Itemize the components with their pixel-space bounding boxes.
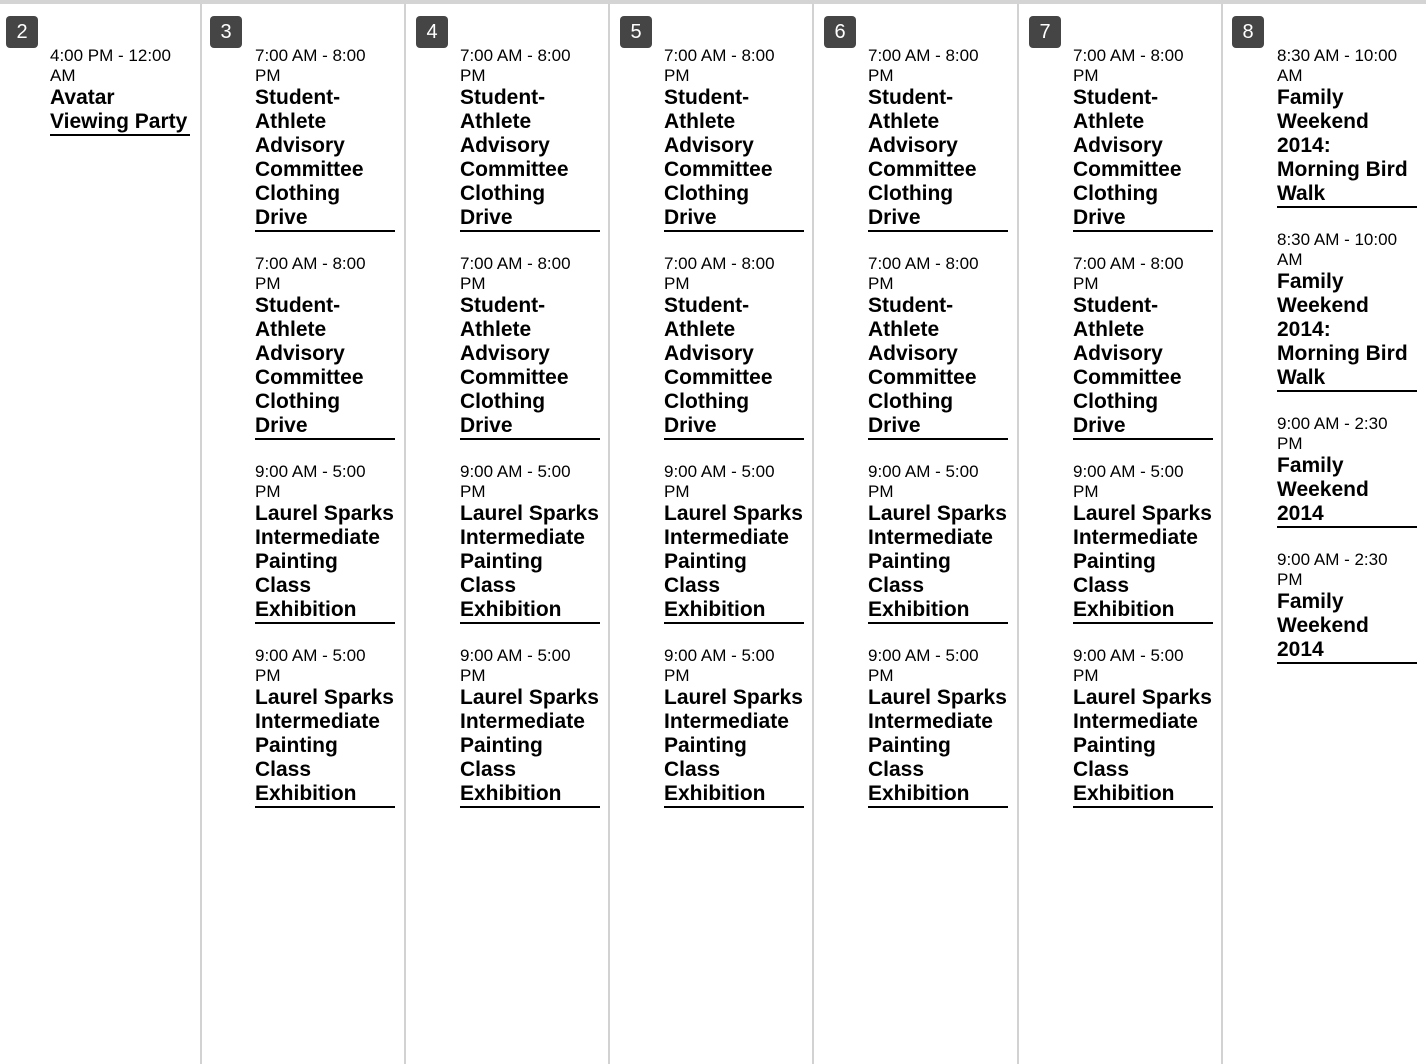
event-time: 8:30 AM - 10:00 AM xyxy=(1277,230,1398,269)
event-time: 9:00 AM - 5:00 PM xyxy=(460,646,571,685)
event-link[interactable] xyxy=(255,462,395,624)
event-time: 8:30 AM - 10:00 AM xyxy=(1277,46,1398,85)
event-link[interactable] xyxy=(255,46,395,232)
event-title: Student-Athlete Advisory Committee Clothing Drive xyxy=(1073,294,1182,437)
event-time: 9:00 AM - 5:00 PM xyxy=(255,462,366,501)
event-title: Laurel Sparks Intermediate Painting Class Exhibition xyxy=(664,502,803,621)
day-number-badge[interactable]: 5 xyxy=(620,16,652,48)
event-list xyxy=(868,46,1008,830)
event-title: Student-Athlete Advisory Committee Clothing Drive xyxy=(255,86,364,229)
day-column xyxy=(610,4,814,1064)
event-title: Student-Athlete Advisory Committee Clothing Drive xyxy=(868,294,977,437)
day-column xyxy=(1019,4,1223,1064)
event-title: Family Weekend 2014 xyxy=(1277,454,1369,525)
day-column xyxy=(1223,4,1426,1064)
event-link[interactable] xyxy=(664,646,804,808)
event-list xyxy=(664,46,804,830)
day-number-badge[interactable]: 2 xyxy=(6,16,38,48)
event-time: 9:00 AM - 5:00 PM xyxy=(255,646,366,685)
event-list xyxy=(50,46,190,158)
event-time: 7:00 AM - 8:00 PM xyxy=(255,46,366,85)
event-title: Laurel Sparks Intermediate Painting Class Exhibition xyxy=(664,686,803,805)
event-title: Laurel Sparks Intermediate Painting Class Exhibition xyxy=(868,686,1007,805)
event-title: Laurel Sparks Intermediate Painting Class Exhibition xyxy=(460,686,599,805)
event-link[interactable] xyxy=(460,46,600,232)
event-list xyxy=(255,46,395,830)
event-time: 7:00 AM - 8:00 PM xyxy=(460,254,571,293)
day-number-badge[interactable]: 3 xyxy=(210,16,242,48)
event-title: Student-Athlete Advisory Committee Clothing Drive xyxy=(1073,86,1182,229)
event-list xyxy=(1073,46,1213,830)
day-number-badge[interactable]: 7 xyxy=(1029,16,1061,48)
event-title: Laurel Sparks Intermediate Painting Class Exhibition xyxy=(868,502,1007,621)
event-title: Student-Athlete Advisory Committee Clothing Drive xyxy=(664,294,773,437)
event-title: Laurel Sparks Intermediate Painting Class Exhibition xyxy=(1073,502,1212,621)
event-title: Laurel Sparks Intermediate Painting Class Exhibition xyxy=(460,502,599,621)
event-link[interactable] xyxy=(868,462,1008,624)
event-time: 9:00 AM - 2:30 PM xyxy=(1277,414,1388,453)
event-time: 7:00 AM - 8:00 PM xyxy=(868,46,979,85)
event-link[interactable] xyxy=(1277,46,1417,208)
event-title: Family Weekend 2014: Morning Bird Walk xyxy=(1277,270,1408,389)
event-time: 9:00 AM - 5:00 PM xyxy=(460,462,571,501)
event-list xyxy=(460,46,600,830)
event-link[interactable] xyxy=(1277,230,1417,392)
event-link[interactable] xyxy=(868,254,1008,440)
event-time: 7:00 AM - 8:00 PM xyxy=(868,254,979,293)
event-link[interactable] xyxy=(255,254,395,440)
event-link[interactable] xyxy=(460,462,600,624)
event-time: 7:00 AM - 8:00 PM xyxy=(460,46,571,85)
event-link[interactable] xyxy=(868,646,1008,808)
event-time: 9:00 AM - 5:00 PM xyxy=(868,462,979,501)
event-title: Student-Athlete Advisory Committee Clothing Drive xyxy=(664,86,773,229)
event-title: Student-Athlete Advisory Committee Clothing Drive xyxy=(460,294,569,437)
event-time: 9:00 AM - 5:00 PM xyxy=(868,646,979,685)
event-link[interactable] xyxy=(1073,46,1213,232)
event-link[interactable] xyxy=(664,46,804,232)
event-list xyxy=(1277,46,1417,686)
event-title: Avatar Viewing Party xyxy=(50,86,188,133)
event-link[interactable] xyxy=(1073,646,1213,808)
event-link[interactable] xyxy=(460,646,600,808)
event-link[interactable] xyxy=(1277,550,1417,664)
event-time: 7:00 AM - 8:00 PM xyxy=(255,254,366,293)
event-time: 9:00 AM - 2:30 PM xyxy=(1277,550,1388,589)
event-time: 7:00 AM - 8:00 PM xyxy=(664,254,775,293)
day-number-badge[interactable]: 4 xyxy=(416,16,448,48)
event-time: 7:00 AM - 8:00 PM xyxy=(664,46,775,85)
event-title: Laurel Sparks Intermediate Painting Class Exhibition xyxy=(255,502,394,621)
event-title: Family Weekend 2014: Morning Bird Walk xyxy=(1277,86,1408,205)
event-title: Laurel Sparks Intermediate Painting Class Exhibition xyxy=(255,686,394,805)
event-link[interactable] xyxy=(664,462,804,624)
day-column xyxy=(814,4,1019,1064)
event-link[interactable] xyxy=(664,254,804,440)
event-link[interactable] xyxy=(1073,254,1213,440)
event-title: Student-Athlete Advisory Committee Clothing Drive xyxy=(460,86,569,229)
event-title: Student-Athlete Advisory Committee Clothing Drive xyxy=(868,86,977,229)
event-time: 7:00 AM - 8:00 PM xyxy=(1073,46,1184,85)
event-time: 4:00 PM - 12:00 AM xyxy=(50,46,171,85)
event-time: 9:00 AM - 5:00 PM xyxy=(664,462,775,501)
event-link[interactable] xyxy=(1277,414,1417,528)
event-link[interactable] xyxy=(1073,462,1213,624)
day-number-badge[interactable]: 8 xyxy=(1232,16,1264,48)
event-link[interactable] xyxy=(868,46,1008,232)
event-time: 9:00 AM - 5:00 PM xyxy=(1073,462,1184,501)
event-title: Family Weekend 2014 xyxy=(1277,590,1369,661)
event-link[interactable] xyxy=(50,46,190,136)
day-column xyxy=(0,4,202,1064)
day-column xyxy=(406,4,610,1064)
day-column xyxy=(202,4,406,1064)
event-time: 7:00 AM - 8:00 PM xyxy=(1073,254,1184,293)
event-link[interactable] xyxy=(255,646,395,808)
day-number-badge[interactable]: 6 xyxy=(824,16,856,48)
event-time: 9:00 AM - 5:00 PM xyxy=(664,646,775,685)
event-title: Laurel Sparks Intermediate Painting Class Exhibition xyxy=(1073,686,1212,805)
event-title: Student-Athlete Advisory Committee Clothing Drive xyxy=(255,294,364,437)
event-time: 9:00 AM - 5:00 PM xyxy=(1073,646,1184,685)
event-link[interactable] xyxy=(460,254,600,440)
